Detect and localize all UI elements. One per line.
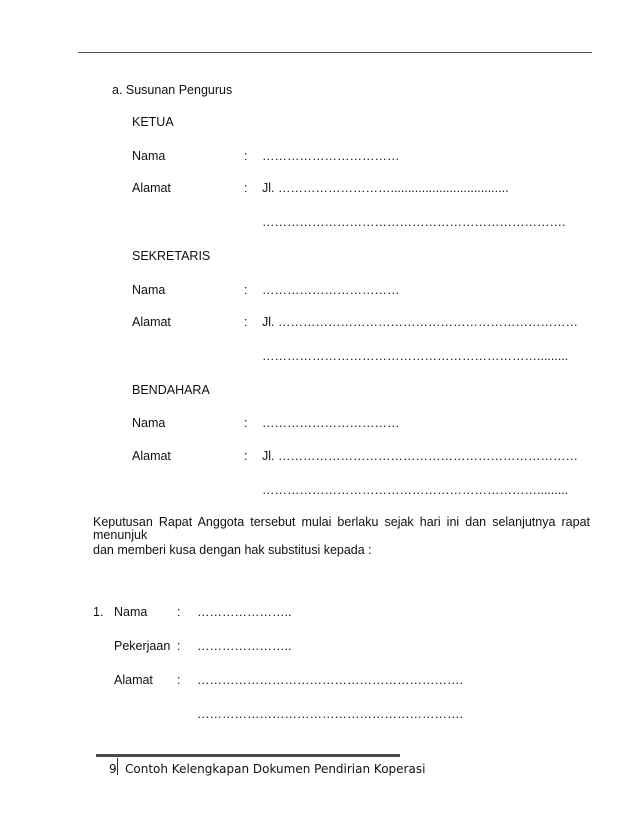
item-nama-colon: : [177, 605, 181, 619]
item-pekerjaan-colon: : [177, 639, 181, 653]
item-number: 1. [93, 605, 104, 619]
ketua-nama-label: Nama [132, 149, 166, 163]
item-pekerjaan-field: ………………….. [197, 639, 292, 653]
sekretaris-nama-colon: : [244, 283, 248, 297]
sekretaris-alamat-field: Jl. ……………………………………………………………… [262, 315, 578, 329]
ketua-nama-field: …………………………… [262, 149, 400, 163]
footer-divider [117, 758, 118, 775]
sekretaris-nama-label: Nama [132, 283, 166, 297]
bendahara-alamat-field-line2: …………………………………………………………......... [262, 483, 569, 497]
ketua-alamat-field-line2: ………………………………………………………………. [262, 215, 566, 229]
bendahara-title: BENDAHARA [132, 383, 210, 397]
footer-rule [96, 754, 400, 757]
bendahara-alamat-colon: : [244, 449, 248, 463]
ketua-title: KETUA [132, 115, 174, 129]
paragraph-line-2: dan memberi kusa dengan hak substitusi kepada : [93, 543, 372, 557]
sekretaris-nama-field: …………………………… [262, 283, 400, 297]
item-alamat-label: Alamat [114, 673, 153, 687]
header-rule [78, 52, 592, 53]
ketua-nama-colon: : [244, 149, 248, 163]
sekretaris-alamat-colon: : [244, 315, 248, 329]
ketua-alamat-colon: : [244, 181, 248, 195]
sekretaris-alamat-label: Alamat [132, 315, 171, 329]
item-alamat-field: ………………………………………………………. [197, 673, 463, 687]
page-number: 9 [109, 762, 117, 776]
ketua-alamat-label: Alamat [132, 181, 171, 195]
footer-title: Contoh Kelengkapan Dokumen Pendirian Koperasi [125, 762, 426, 776]
item-nama-field: ………………….. [197, 605, 292, 619]
sekretaris-title: SEKRETARIS [132, 249, 211, 263]
bendahara-alamat-field: Jl. ……………………………………………………………… [262, 449, 578, 463]
bendahara-alamat-label: Alamat [132, 449, 171, 463]
item-pekerjaan-label: Pekerjaan [114, 639, 171, 653]
section-heading: a. Susunan Pengurus [112, 83, 233, 97]
item-nama-label: Nama [114, 605, 148, 619]
bendahara-nama-colon: : [244, 416, 248, 430]
paragraph-line-1: Keputusan Rapat Anggota tersebut mulai berlaku sejak hari ini dan selanjutnya rapat menunjuk [93, 515, 590, 542]
item-alamat-colon: : [177, 673, 181, 687]
sekretaris-alamat-field-line2: …………………………………………………………......... [262, 349, 569, 363]
item-alamat-field-line2: ………………………………………………………. [197, 707, 463, 721]
ketua-alamat-field: Jl. ……………………….................................. [262, 181, 509, 195]
bendahara-nama-field: …………………………… [262, 416, 400, 430]
bendahara-nama-label: Nama [132, 416, 166, 430]
